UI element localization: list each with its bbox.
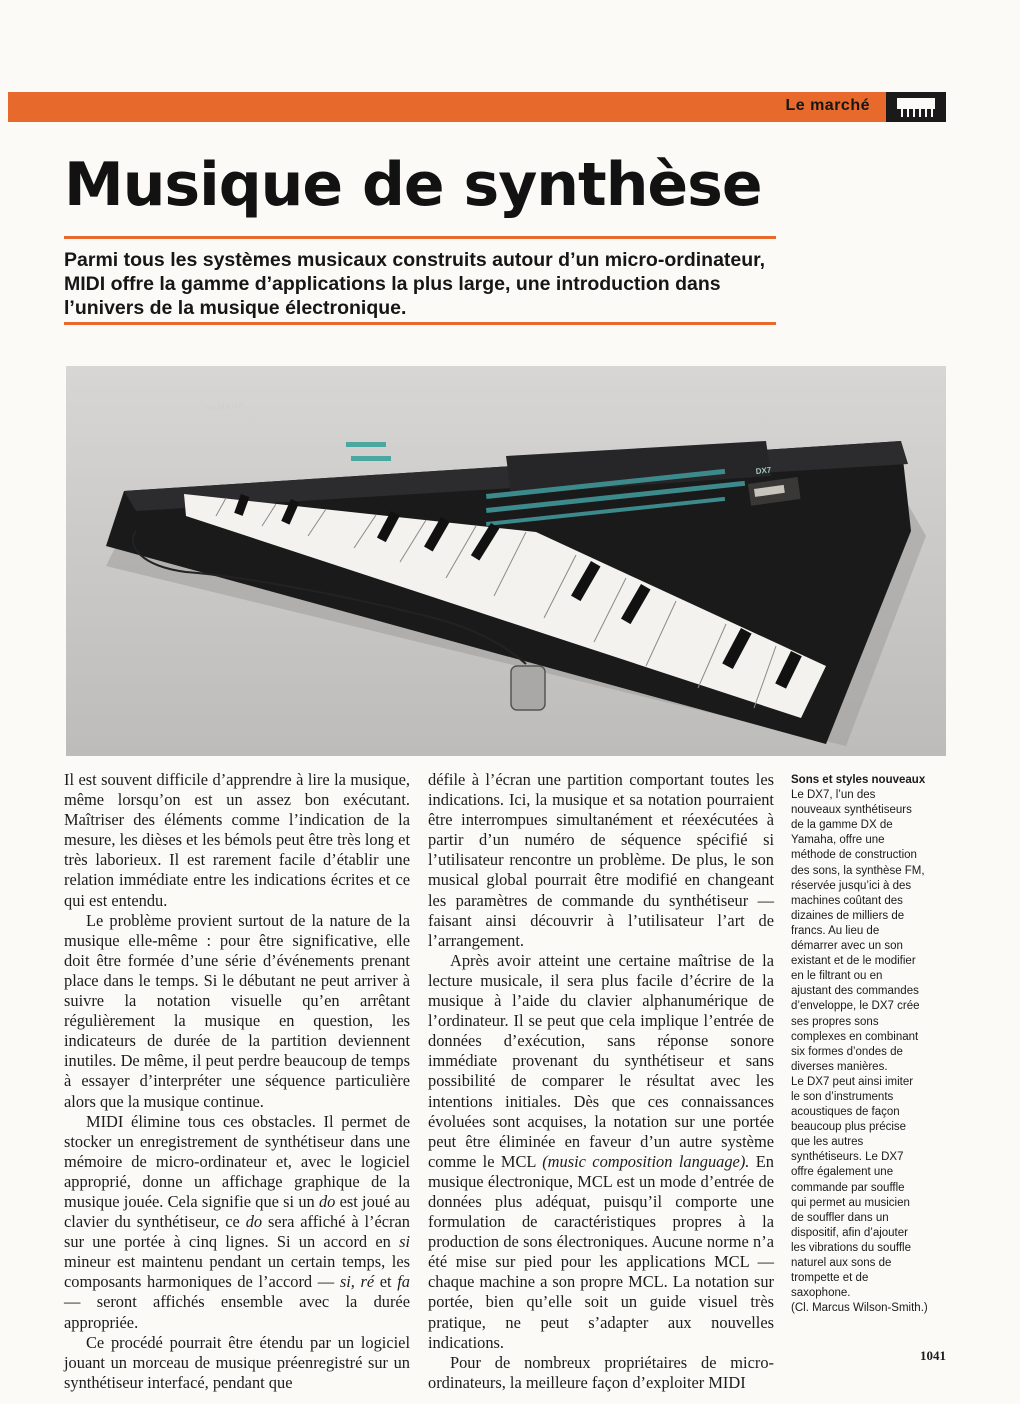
text-run: — seront affichés ensemble avec la durée appropriée. [64, 1292, 410, 1332]
italic-text: fa [397, 1272, 410, 1292]
sidebar-title: Sons et styles nouveaux [791, 774, 926, 786]
dx7-label: DX7 [755, 465, 772, 476]
text-run: sera affiché à l’écran sur une portée à cinq lignes. Si un accord en [64, 1212, 410, 1252]
intro-bottom-rule [64, 322, 776, 325]
section-header-bar [8, 92, 946, 122]
body-paragraph: Ce procédé pourrait être étendu par un logiciel jouant un morceau de musique préenregistré sur un synthétiseur interfacé, pendant que [64, 1332, 410, 1392]
chip-icon [886, 92, 946, 122]
text-run: Après avoir atteint une certaine maîtrise de la lecture musicale, il sera plus facile d’écrire de la musique à l’aide du clavier alphanumérique de l’ordinateur. Il se peut que cela implique l’entrée de données d’exécution, sans réponse sonore immédiate provenant du synthétiseur et sans possibilité de comparer le résultat avec les intentions initiales. Dès que ces connaissances évoluées sont acquises, la notation sur une portée peut être éliminée en faveur d’un autre système comme le MCL [428, 950, 774, 1171]
body-paragraph [64, 1112, 410, 1333]
body-column-2 [428, 770, 774, 1393]
text-run: MIDI élimine tous ces obstacles. Il permet de stocker un enregistrement de synthétiseur dans une mémoire de micro-ordinateur et, avec le logiciel approprié, donne un affichage graphique de la musique jouée. Cela signifie que si un [64, 1111, 410, 1211]
yamaha-logo: YAMAHA [205, 400, 245, 414]
article-title: Musique de synthèse [64, 150, 762, 220]
text-run: En musique électronique, MCL est un mode d’entrée de données plus adéquat, puisqu’il comporte une formulation de caractéristiques propres à la production de sons électroniques. Aucune norme n’a été mise sur pied pour les applications MCL — chaque machine a son propre MCL. La notation sur portée, bien qu’elle soit un guide visuel très pratique, ne peut s’adapter aux nouvelles indications. [428, 1151, 775, 1352]
italic-text: (music composition language). [542, 1151, 750, 1171]
intro-top-rule [64, 236, 776, 239]
page-number: 1041 [920, 1348, 946, 1363]
text-run: mineur est maintenu pendant un certain temps, les composants harmoniques de l’accord — [64, 1252, 410, 1292]
text-run: est joué au clavier du synthétiseur, ce [64, 1191, 410, 1232]
body-paragraph: Le problème provient surtout de la nature de la musique elle-même : pour être significative, elle doit être formée d’une série d’événements prenant place dans le temps. Si le débutant ne peut arriver à suivre la notation visuelle qu’en arrêtant régulièrement la musique en question, les indicateurs de durée de la partition deviennent inutiles. De même, il peut perdre beaucoup de temps à essayer d’interpréter une séquence particulière alors que la musique continue. [64, 910, 410, 1111]
italic-text: do [318, 1191, 336, 1211]
synthesizer-photo [66, 366, 946, 756]
body-paragraph: Pour de nombreux propriétaires de micro-ordinateurs, la meilleure façon d’exploiter MIDI [428, 1352, 774, 1392]
article-intro: Parmi tous les systèmes musicaux construits autour d’un micro-ordinateur, MIDI offre la gamme d’applications la plus large, une introduction dans l’univers de la musique électronique. [64, 249, 766, 319]
italic-text: do [245, 1212, 263, 1232]
italic-text: si [399, 1232, 410, 1252]
section-label: Le marché [785, 97, 870, 114]
body-paragraph [428, 951, 774, 1353]
body-paragraph: Il est souvent difficile d’apprendre à lire la musique, même lorsqu’on est un assez bon exécutant. Maîtriser des éléments comme l’indication de la mesure, les dièses et les bémols peut être très long et très laborieux. Il est rarement facile d’établir une relation immédiate entre les indications écrites et ce qui est entendu. [64, 770, 410, 910]
body-paragraph: défile à l’écran une partition comportant toutes les indications. Ici, la musique et sa notation pourraient être interrompues simultanément et réexécutées à partir d’un numéro de séquence spécifié si l’utilisateur rencontre un problème. De plus, le son musical global pourrait être modifié en changeant les paramètres de commande du synthétiseur — faisant ainsi découvrir à l’utilisateur l’art de l’arrangement. [428, 770, 774, 950]
sidebar-text: Le DX7, l’un des nouveaux synthétiseurs de la gamme DX de Yamaha, offre une méthode de construction des sons, la synthèse FM, réservée jusqu’ici à des machines coûtant des dizaines de milliers de francs. Au lieu de démarrer avec un son existant et de le modifier en le filtrant ou en ajustant des commandes d’enveloppe, le DX7 crée ses propres sons complexes en combinant six formes d’ondes de diverses manières. Le DX7 peut ainsi imiter le son d’instruments acoustiques de façon beaucoup plus précise que les autres synthétiseurs. Le DX7 offre également une commande par souffle qui permet au musicien de souffler dans un dispositif, afin d’ajouter les vibrations du souffle naturel aux sons de trompette et de saxophone. (Cl. Marcus Wilson-Smith.) [791, 789, 928, 1315]
text-run: et [374, 1272, 398, 1292]
photo-caption-sidebar [791, 773, 947, 1316]
body-column-1 [64, 770, 410, 1393]
italic-text: si, ré [339, 1272, 375, 1292]
